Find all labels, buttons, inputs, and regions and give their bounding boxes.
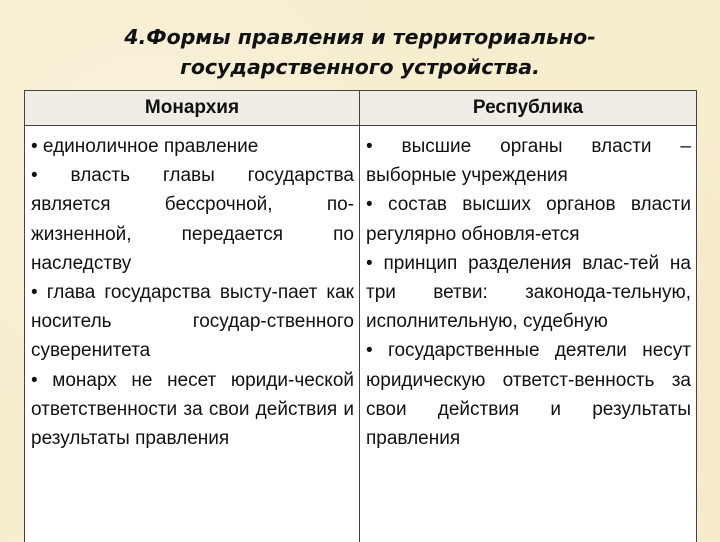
slide-title-line-1: 4.Формы правления и территориально- bbox=[0, 22, 720, 52]
republic-cell bbox=[360, 126, 697, 542]
monarchy-feature-item: • власть главы государства является бессрочной, по-жизненной, передается по наследству bbox=[31, 161, 354, 278]
monarchy-feature-item: • монарх не несет юриди-ческой ответственности за свои действия и результаты правления bbox=[31, 366, 354, 454]
republic-feature-item: • государственные деятели несут юридическую ответст-венность за свои действия и результаты правления bbox=[366, 336, 691, 453]
slide-title bbox=[0, 22, 720, 82]
monarchy-feature-item: • единоличное правление bbox=[31, 132, 354, 161]
header-republic: Республика bbox=[360, 91, 697, 126]
monarchy-feature-list bbox=[31, 132, 354, 453]
monarchy-feature-item: • глава государства высту-пает как носитель государ-ственного суверенитета bbox=[31, 278, 354, 366]
monarchy-cell bbox=[25, 126, 360, 542]
republic-feature-list bbox=[366, 132, 691, 453]
forms-of-government-table bbox=[24, 90, 697, 542]
republic-feature-item: • состав высших органов власти регулярно обновля-ется bbox=[366, 190, 691, 248]
slide-title-line-2: государственного устройства. bbox=[0, 52, 720, 82]
table-body-row bbox=[25, 126, 697, 542]
republic-feature-item: • высшие органы власти – выборные учреждения bbox=[366, 132, 691, 190]
table-header-row bbox=[25, 91, 697, 126]
header-monarchy: Монархия bbox=[25, 91, 360, 126]
republic-feature-item: • принцип разделения влас-тей на три ветви: законода-тельную, исполнительную, судебную bbox=[366, 249, 691, 337]
